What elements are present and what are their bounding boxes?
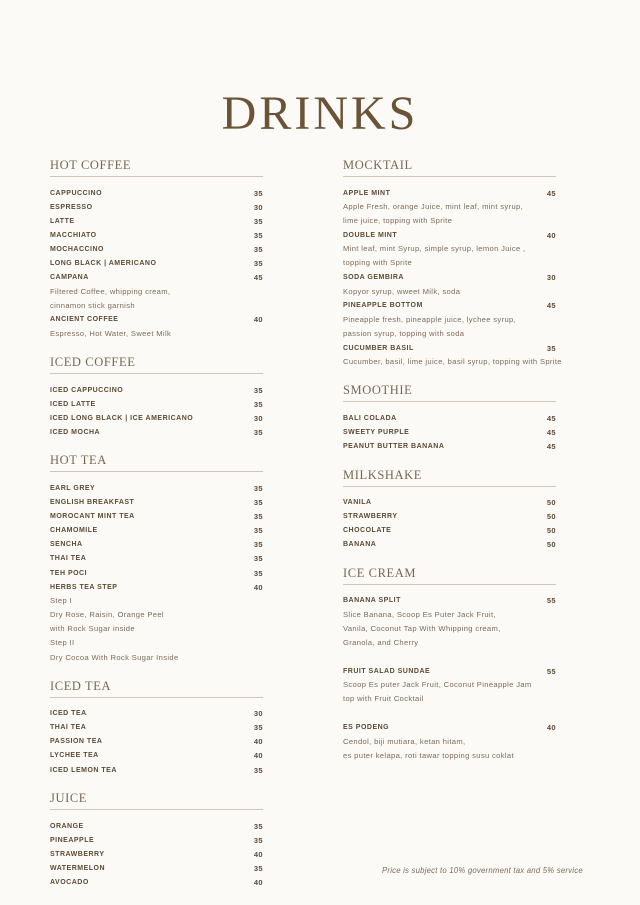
item-price: 35 (253, 526, 263, 536)
item-name: PINEAPPLE BOTTOM (343, 302, 423, 310)
item-description: Cendol, biji mutiara, ketan hitam, (343, 736, 466, 746)
item-price: 50 (546, 526, 556, 536)
menu-item-row (50, 510, 263, 524)
item-description: Cucumber, basil, lime juice, basil syrup, topping with Sprite (343, 357, 562, 367)
menu-item (50, 721, 263, 735)
item-name: AVOCADO (50, 879, 89, 887)
menu-item-row (50, 481, 263, 495)
menu-title: DRINKS (221, 87, 419, 140)
item-name: ICED CAPPUCCINO (50, 386, 124, 394)
menu-item (50, 749, 263, 763)
menu-item-row (343, 664, 556, 678)
item-description: cinnamon stick garnish (50, 300, 135, 310)
menu-item-row (50, 861, 263, 875)
section-title: ICE CREAM (343, 566, 556, 585)
item-price: 35 (253, 765, 263, 775)
item-name: VANILA (343, 499, 372, 507)
item-name: ICED LONG BLACK | ICE AMERICANO (50, 414, 194, 422)
item-price: 55 (546, 666, 556, 676)
menu-item (50, 861, 263, 875)
item-description: Step I (50, 596, 72, 606)
menu-item-row (50, 707, 263, 721)
item-description: Granola, and Cherry (343, 638, 419, 648)
item-price: 50 (546, 512, 556, 522)
section-title: MOCKTAIL (343, 158, 556, 177)
menu-item-row (343, 721, 556, 735)
menu-item (50, 875, 263, 889)
item-name: MACCHIATO (50, 231, 97, 239)
menu-item-row (343, 510, 556, 524)
menu-item (50, 397, 263, 411)
section-title: SMOOTHIE (343, 383, 556, 402)
item-price: 35 (253, 540, 263, 550)
item-name: FRUIT SALAD SUNDAE (343, 667, 431, 675)
menu-item-row (343, 186, 556, 200)
item-price: 30 (253, 413, 263, 423)
item-name: ENGLISH BREAKFAST (50, 499, 135, 507)
item-description: Dry Cocoa With Rock Sugar Inside (50, 652, 179, 662)
section-title: ICED TEA (50, 679, 263, 698)
item-name: PEANUT BUTTER BANANA (343, 442, 445, 450)
item-description: Pineapple fresh, pineapple juice, lychee syrup, (343, 314, 517, 324)
item-name: BANANA (343, 541, 377, 549)
menu-item-row (50, 496, 263, 510)
menu-item (343, 439, 556, 453)
section-ice-cream (343, 566, 556, 763)
item-description: Mint leaf, mint Syrup, simple syrup, lemon Juice , (343, 244, 526, 254)
item-name: CUCUMBER BASIL (343, 344, 414, 352)
item-price: 35 (253, 244, 263, 254)
item-name: SODA GEMBIRA (343, 274, 404, 282)
item-price: 35 (253, 259, 263, 269)
item-price: 55 (546, 596, 556, 606)
item-price: 40 (546, 723, 556, 733)
price-footnote: Price is subject to 10% government tax and 5% service (382, 866, 583, 875)
item-price: 45 (253, 273, 263, 283)
menu-item-row (343, 594, 556, 608)
menu-item-row (343, 439, 556, 453)
menu-item (343, 510, 556, 524)
item-name: STRAWBERRY (343, 513, 398, 521)
item-price: 45 (546, 188, 556, 198)
menu-item-row (343, 299, 556, 313)
item-description: Espresso, Hot Water, Sweet Milk (50, 328, 172, 338)
menu-item (50, 735, 263, 749)
item-price: 40 (546, 230, 556, 240)
menu-item (343, 594, 556, 664)
item-name: BANANA SPLIT (343, 597, 401, 605)
right-column (343, 158, 562, 777)
item-description: top with Fruit Cocktail (343, 694, 424, 704)
section-iced-tea (50, 679, 263, 777)
item-name: ICED MOCHA (50, 428, 101, 436)
menu-item (343, 538, 556, 552)
item-name: PASSION TEA (50, 738, 103, 746)
menu-item-row (50, 383, 263, 397)
item-price: 35 (253, 399, 263, 409)
item-description: Step II (50, 638, 75, 648)
menu-item (343, 271, 556, 299)
item-name: LYCHEE TEA (50, 752, 99, 760)
menu-item (50, 819, 263, 833)
menu-item (50, 524, 263, 538)
section-title: MILKSHAKE (343, 468, 556, 487)
item-price: 35 (546, 343, 556, 353)
menu-item (50, 200, 263, 214)
item-name: LATTE (50, 217, 75, 225)
menu-item-row (50, 749, 263, 763)
menu-item (343, 524, 556, 538)
item-price: 30 (546, 273, 556, 283)
item-price: 35 (253, 863, 263, 873)
item-description: Dry Rose, Raisin, Orange Peel (50, 610, 164, 620)
menu-item (50, 763, 263, 777)
menu-item-row (50, 580, 263, 594)
item-name: ICED TEA (50, 710, 87, 718)
item-name: EARL GREY (50, 484, 96, 492)
item-name: ANCIENT COFFEE (50, 316, 119, 324)
menu-item-row (343, 411, 556, 425)
menu-item (343, 664, 556, 720)
item-name: THAI TEA (50, 555, 87, 563)
menu-item (50, 383, 263, 397)
menu-item-row (50, 819, 263, 833)
item-price: 35 (253, 385, 263, 395)
menu-item-row (50, 552, 263, 566)
menu-item (343, 299, 556, 341)
item-name: ORANGE (50, 822, 84, 830)
item-description: topping with Sprite (343, 258, 413, 268)
item-price: 40 (253, 315, 263, 325)
menu-item-row (50, 847, 263, 861)
item-description: es puter kelapa, roti tawar topping susu coklat (343, 750, 514, 760)
item-name: BALI COLADA (343, 414, 397, 422)
item-description: Slice Banana, Scoop Es Puter Jack Fruit, (343, 609, 496, 619)
item-price: 40 (253, 878, 263, 888)
menu-item (50, 425, 263, 439)
item-price: 35 (253, 821, 263, 831)
menu-item (343, 186, 556, 228)
item-name: TEH POCI (50, 569, 88, 577)
menu-item-row (50, 228, 263, 242)
item-price: 45 (546, 301, 556, 311)
item-price: 40 (253, 737, 263, 747)
menu-item (50, 214, 263, 228)
item-name: CHAMOMILE (50, 527, 98, 535)
item-price: 35 (253, 230, 263, 240)
section-hot-tea (50, 453, 263, 664)
menu-item-row (50, 763, 263, 777)
menu-item-row (343, 271, 556, 285)
menu-item (50, 481, 263, 495)
item-name: DOUBLE MINT (343, 231, 398, 239)
item-price: 35 (253, 554, 263, 564)
item-name: CAMPANA (50, 274, 89, 282)
item-description: Vanila, Coconut Tap With Whipping cream, (343, 624, 501, 634)
item-description: Filtered Coffee, whipping cream, (50, 286, 171, 296)
menu-item (50, 566, 263, 580)
item-price: 35 (253, 427, 263, 437)
menu-item-row (50, 271, 263, 285)
menu-item (343, 341, 562, 369)
item-name: SWEETY PURPLE (343, 428, 410, 436)
section-juice (50, 791, 263, 889)
item-description: with Rock Sugar inside (50, 624, 135, 634)
item-name: WATERMELON (50, 864, 106, 872)
menu-item (50, 552, 263, 566)
menu-item-row (50, 411, 263, 425)
item-name: PINEAPPLE (50, 836, 95, 844)
item-price: 35 (253, 512, 263, 522)
item-price: 35 (253, 216, 263, 226)
menu-item (50, 580, 263, 665)
menu-item (50, 313, 263, 341)
item-description: passion syrup, topping with soda (343, 328, 465, 338)
menu-item-row (50, 524, 263, 538)
item-description: Kopyor syrup, wweet Milk, soda (343, 286, 461, 296)
item-name: HERBS TEA STEP (50, 583, 118, 591)
item-price: 50 (546, 498, 556, 508)
menu-item-row (343, 341, 556, 355)
item-name: STRAWBERRY (50, 850, 105, 858)
item-name: ES PODENG (343, 724, 390, 732)
item-name: THAI TEA (50, 724, 87, 732)
item-description: Apple Fresh, orange Juice, mint leaf, mint syrup, (343, 202, 524, 212)
item-name: LONG BLACK | AMERICANO (50, 260, 157, 268)
menu-item-row (50, 875, 263, 889)
item-price: 45 (546, 427, 556, 437)
item-price: 35 (253, 835, 263, 845)
item-description: lime juice, topping with Sprite (343, 216, 453, 226)
menu-item-row (343, 228, 556, 242)
item-name: MOCHACCINO (50, 245, 104, 253)
item-name: ICED LEMON TEA (50, 766, 117, 774)
menu-item-row (343, 538, 556, 552)
item-name: MOROCANT MINT TEA (50, 513, 135, 521)
section-title: JUICE (50, 791, 263, 810)
section-hot-coffee (50, 158, 263, 341)
item-price: 35 (253, 498, 263, 508)
item-price: 40 (253, 849, 263, 859)
menu-item (50, 538, 263, 552)
menu-item-row (50, 425, 263, 439)
menu-item (50, 510, 263, 524)
menu-item-row (50, 397, 263, 411)
item-price: 40 (253, 582, 263, 592)
menu-item-row (50, 833, 263, 847)
item-price: 45 (546, 441, 556, 451)
section-mocktail (343, 158, 562, 369)
item-name: ESPRESSO (50, 203, 93, 211)
item-spacer (343, 650, 556, 664)
item-price: 35 (253, 723, 263, 733)
menu-item (50, 411, 263, 425)
menu-item (50, 186, 263, 200)
item-name: CHOCOLATE (343, 527, 392, 535)
item-price: 30 (253, 202, 263, 212)
menu-item-row (50, 186, 263, 200)
menu-item-row (50, 566, 263, 580)
menu-item-row (50, 538, 263, 552)
menu-item (50, 496, 263, 510)
item-price: 35 (253, 483, 263, 493)
menu-item (50, 256, 263, 270)
menu-item (50, 242, 263, 256)
menu-item-row (343, 524, 556, 538)
section-title: HOT COFFEE (50, 158, 263, 177)
item-name: ICED LATTE (50, 400, 96, 408)
menu-item (343, 496, 556, 510)
menu-item-row (50, 256, 263, 270)
left-column (50, 158, 263, 904)
menu-item-row (343, 496, 556, 510)
section-title: ICED COFFEE (50, 355, 263, 374)
section-iced-coffee (50, 355, 263, 439)
menu-item (50, 847, 263, 861)
section-milkshake (343, 468, 556, 552)
menu-item (50, 228, 263, 242)
menu-item-row (50, 214, 263, 228)
menu-item (343, 411, 556, 425)
menu-item (50, 707, 263, 721)
item-name: CAPPUCCINO (50, 189, 103, 197)
item-description: Scoop Es puter Jack Fruit, Coconut Pineapple Jam (343, 680, 532, 690)
section-smoothie (343, 383, 556, 453)
menu-item-row (50, 313, 263, 327)
menu-item (50, 271, 263, 313)
item-spacer (343, 707, 556, 721)
item-price: 30 (253, 709, 263, 719)
item-price: 40 (253, 751, 263, 761)
menu-item-row (50, 721, 263, 735)
menu-item-row (50, 735, 263, 749)
menu-item-row (50, 242, 263, 256)
item-price: 50 (546, 540, 556, 550)
item-name: APPLE MINT (343, 189, 391, 197)
menu-item (343, 721, 556, 763)
menu-item-row (50, 200, 263, 214)
menu-item-row (343, 425, 556, 439)
item-price: 35 (253, 568, 263, 578)
menu-item (50, 833, 263, 847)
item-price: 35 (253, 188, 263, 198)
menu-item (343, 228, 556, 270)
menu-item (343, 425, 556, 439)
section-title: HOT TEA (50, 453, 263, 472)
item-name: SENCHA (50, 541, 83, 549)
item-price: 45 (546, 413, 556, 423)
